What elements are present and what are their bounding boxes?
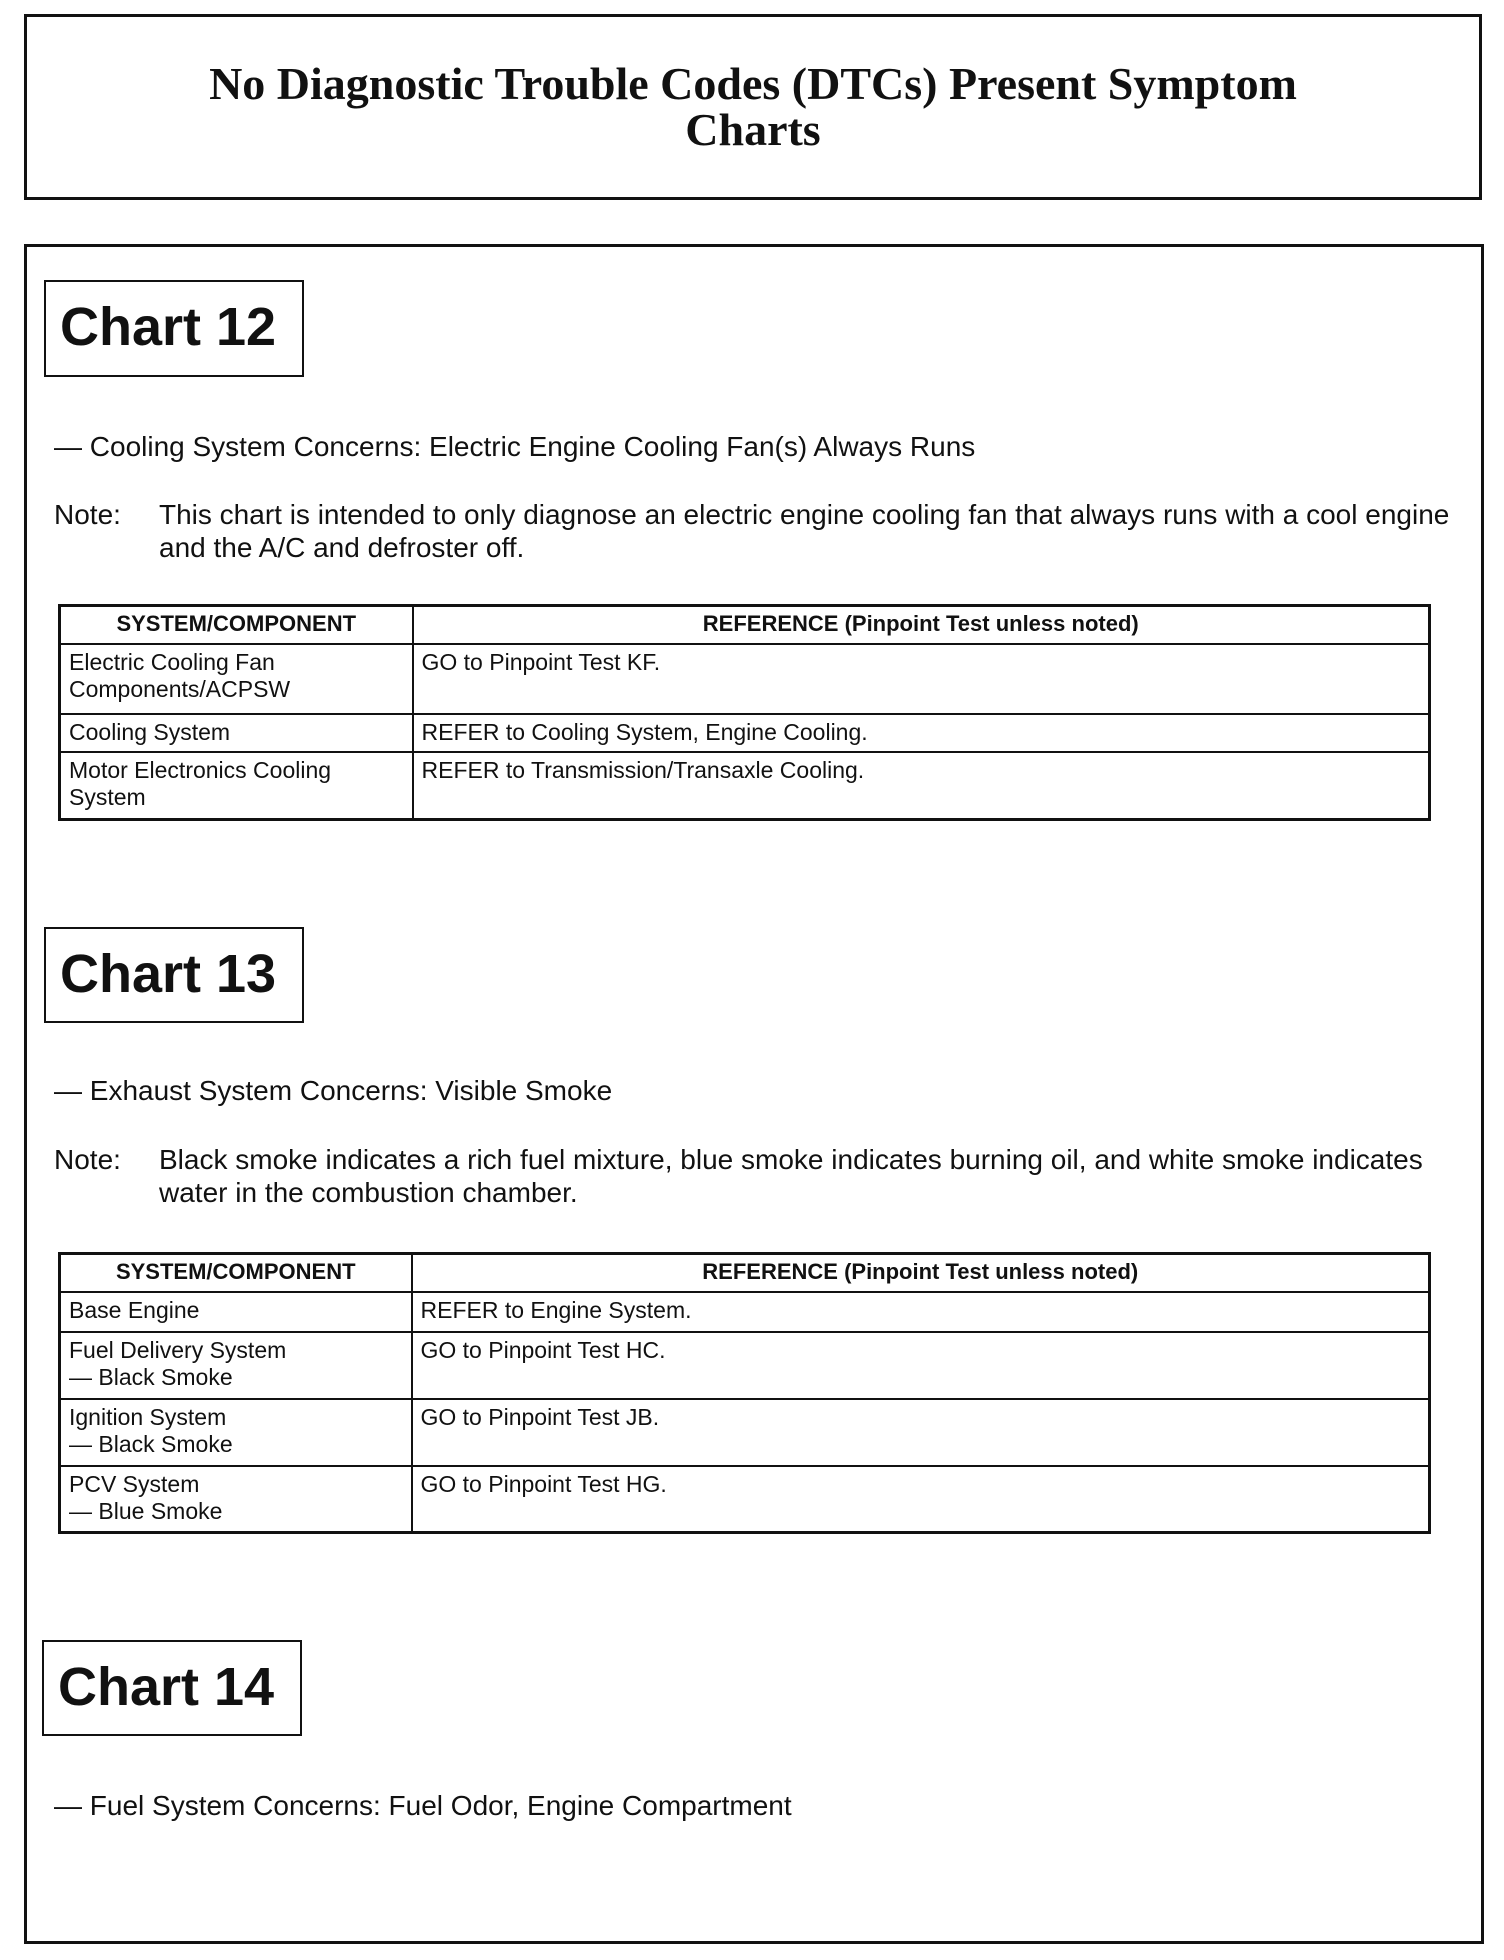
component-name-cont: — Black Smoke (69, 1430, 233, 1457)
chart-13-concern: — Exhaust System Concerns: Visible Smoke (54, 1075, 613, 1106)
table-row (60, 1466, 1430, 1533)
component-cell (60, 1292, 412, 1332)
column-header-reference: REFERENCE (Pinpoint Test unless noted) (412, 1254, 1430, 1292)
component-cell (60, 1399, 412, 1466)
reference-cell: REFER to Transmission/Transaxle Cooling. (413, 752, 1430, 820)
component-name-cont: Components/ACPSW (69, 675, 291, 702)
column-header-component: SYSTEM/COMPONENT (60, 606, 413, 644)
reference-cell: REFER to Cooling System, Engine Cooling. (413, 714, 1430, 752)
chart-12-note-text: This chart is intended to only diagnose an electric engine cooling fan that always runs with a cool engine and the A/C and defroster off. (159, 499, 1450, 563)
table-row (60, 1292, 1430, 1332)
column-header-reference: REFERENCE (Pinpoint Test unless noted) (413, 606, 1430, 644)
component-name: PCV System (69, 1470, 200, 1497)
table-row (60, 752, 1430, 820)
component-cell (60, 752, 413, 820)
column-header-component: SYSTEM/COMPONENT (60, 1254, 412, 1292)
charts-container (24, 244, 1484, 1944)
page-title-line-2: Charts (685, 104, 821, 155)
component-cell (60, 1332, 412, 1399)
component-name: Motor Electronics Cooling (69, 756, 332, 783)
component-name: Base Engine (69, 1296, 200, 1323)
chart-12-note (54, 498, 1474, 564)
component-name: Fuel Delivery System (69, 1336, 287, 1363)
component-name: Ignition System (69, 1403, 227, 1430)
component-name-cont: System (69, 783, 146, 810)
chart-14-label: Chart 14 (42, 1640, 302, 1736)
chart-12-label: Chart 12 (44, 280, 304, 377)
chart-13-note-text: Black smoke indicates a rich fuel mixture, blue smoke indicates burning oil, and white smoke indicates water in the combustion chamber. (159, 1144, 1423, 1208)
chart-14-concern: — Fuel System Concerns: Fuel Odor, Engine Compartment (54, 1790, 792, 1821)
table-header-row (60, 606, 1430, 644)
reference-cell: GO to Pinpoint Test KF. (413, 644, 1430, 714)
page-title-box (24, 14, 1482, 200)
reference-cell: REFER to Engine System. (412, 1292, 1430, 1332)
chart-13-note (54, 1143, 1474, 1209)
table-row (60, 714, 1430, 752)
chart-13-label: Chart 13 (44, 927, 304, 1023)
table-row (60, 644, 1430, 714)
chart-12-table (58, 604, 1431, 821)
reference-cell: GO to Pinpoint Test JB. (412, 1399, 1430, 1466)
chart-13-table (58, 1252, 1431, 1534)
table-row (60, 1332, 1430, 1399)
component-cell (60, 644, 413, 714)
reference-cell: GO to Pinpoint Test HC. (412, 1332, 1430, 1399)
component-name: Electric Cooling Fan (69, 648, 275, 675)
component-cell (60, 1466, 412, 1533)
table-row (60, 1399, 1430, 1466)
chart-12-note-label: Note: (54, 499, 121, 530)
reference-cell: GO to Pinpoint Test HG. (412, 1466, 1430, 1533)
component-name-cont: — Black Smoke (69, 1363, 233, 1390)
component-cell (60, 714, 413, 752)
component-name-cont: — Blue Smoke (69, 1497, 223, 1524)
page-title-line-1: No Diagnostic Trouble Codes (DTCs) Present Symptom (209, 58, 1297, 109)
chart-13-note-label: Note: (54, 1144, 121, 1175)
table-header-row (60, 1254, 1430, 1292)
chart-12-concern: — Cooling System Concerns: Electric Engine Cooling Fan(s) Always Runs (54, 431, 976, 462)
component-name: Cooling System (69, 718, 231, 745)
